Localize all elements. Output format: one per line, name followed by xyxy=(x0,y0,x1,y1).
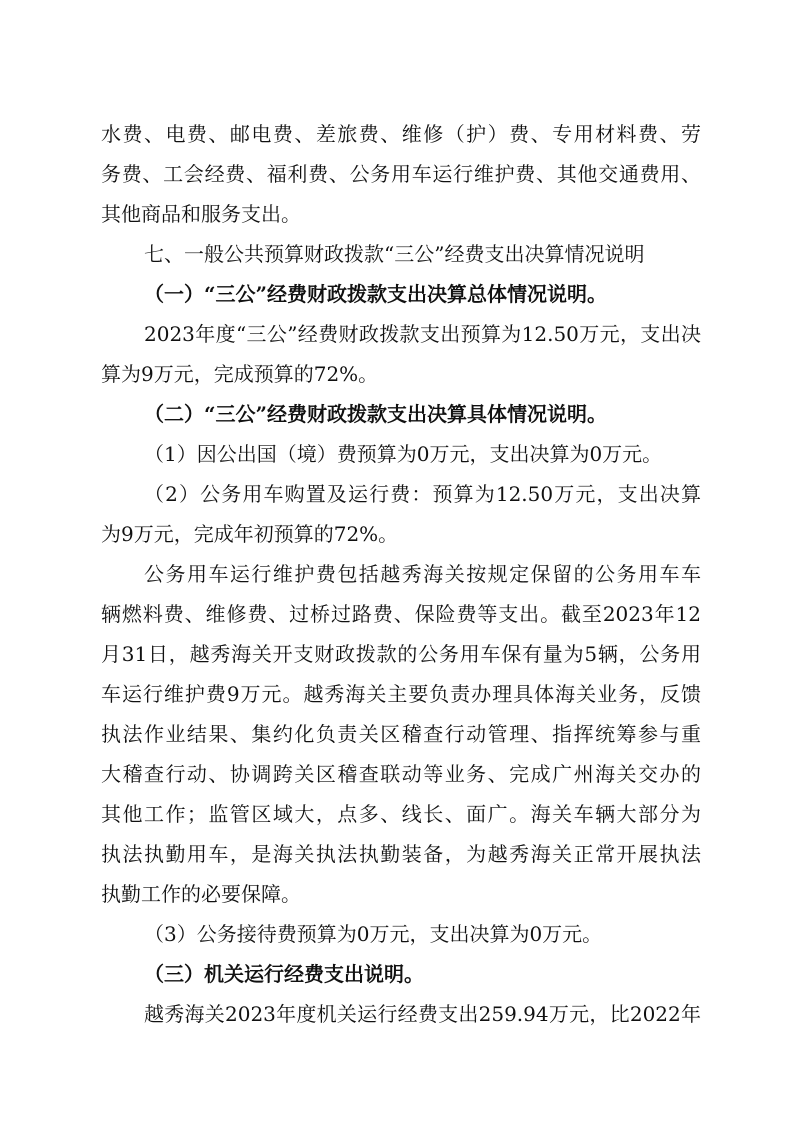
body-text-line: 执法执勤用车，是海关执法执勤装备，为越秀海关正常开展执法 xyxy=(101,842,701,866)
body-text-line: 为9万元，完成年初预算的72%。 xyxy=(101,522,399,546)
subsection-heading: （三）机关运行经费支出说明。 xyxy=(144,962,424,986)
body-text-line: 执勤工作的必要保障。 xyxy=(101,882,301,906)
body-text-line: 其他工作；监管区域大，点多、线长、面广。海关车辆大部分为 xyxy=(101,802,701,826)
body-text-line: 水费、电费、邮电费、差旅费、维修（护）费、专用材料费、劳 xyxy=(101,122,701,146)
body-text-line: 执法作业结果、集约化负责关区稽查行动管理、指挥统筹参与重 xyxy=(101,722,701,746)
body-text-line: 大稽查行动、协调跨关区稽查联动等业务、完成广州海关交办的 xyxy=(101,762,701,786)
body-text-line: 辆燃料费、维修费、过桥过路费、保险费等支出。截至2023年12 xyxy=(101,602,701,626)
subsection-heading: （二）“三公”经费财政拨款支出决算具体情况说明。 xyxy=(144,402,608,426)
body-text-line: 2023年度“三公”经费财政拨款支出预算为12.50万元，支出决 xyxy=(144,322,701,346)
body-text-line: （2）公务用车购置及运行费：预算为12.50万元，支出决算 xyxy=(144,482,701,506)
body-text-line: （3）公务接待费预算为0万元，支出决算为0万元。 xyxy=(144,922,603,946)
body-text-line: 越秀海关2023年度机关运行经费支出259.94万元，比2022年 xyxy=(144,1002,701,1026)
body-text-line: 务费、工会经费、福利费、公务用车运行维护费、其他交通费用、 xyxy=(101,162,701,186)
body-text-line: （1）因公出国（境）费预算为0万元，支出决算为0万元。 xyxy=(144,442,663,466)
body-text-line: 公务用车运行维护费包括越秀海关按规定保留的公务用车车 xyxy=(144,562,701,586)
body-text-line: 算为9万元，完成预算的72%。 xyxy=(101,362,379,386)
section-heading: 七、一般公共预算财政拨款“三公”经费支出决算情况说明 xyxy=(144,242,645,266)
body-text-line: 月31日，越秀海关开支财政拨款的公务用车保有量为5辆，公务用 xyxy=(101,642,701,666)
body-text-line: 其他商品和服务支出。 xyxy=(101,202,301,226)
body-text-line: 车运行维护费9万元。越秀海关主要负责办理具体海关业务，反馈 xyxy=(101,682,701,706)
subsection-heading: （一）“三公”经费财政拨款支出决算总体情况说明。 xyxy=(144,282,608,306)
